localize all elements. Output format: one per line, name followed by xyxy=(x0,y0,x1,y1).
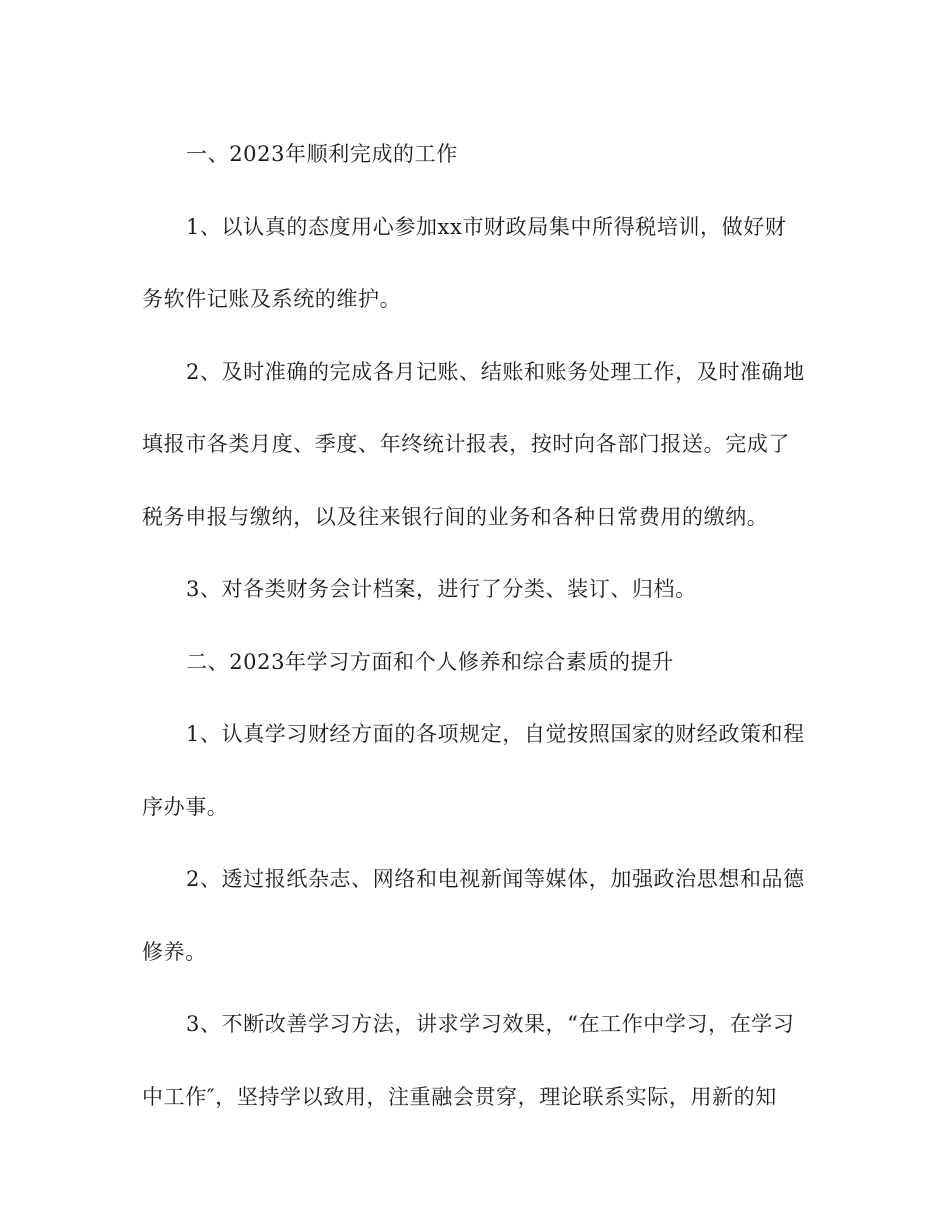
text-line: 中工作″，坚持学以致用，注重融会贯穿，理论联系实际，用新的知 xyxy=(142,1084,777,1109)
text-line: 修养。 xyxy=(142,939,207,964)
paragraph-1-2 xyxy=(142,336,810,554)
text-line: 1、以认真的态度用心参加xx市财政局集中所得税培训，做好财 xyxy=(186,214,787,239)
document-body xyxy=(142,118,810,1133)
text-line: 务软件记账及系统的维护。 xyxy=(142,287,402,311)
text-line: 一、2023年顺利完成的工作 xyxy=(186,142,458,166)
section-heading-2 xyxy=(142,626,810,699)
paragraph-2-3 xyxy=(142,988,810,1133)
paragraph-1-3 xyxy=(142,553,810,626)
text-line: 3、对各类财务会计档案，进行了分类、装订、归档。 xyxy=(186,577,697,601)
text-line: 3、不断改善学习方法，讲求学习效果，“在工作中学习，在学习 xyxy=(186,1012,795,1036)
text-line: 2、及时准确的完成各月记账、结账和账务处理工作，及时准确地 xyxy=(186,359,805,384)
text-line: 填报市各类月度、季度、年终统计报表，按时向各部门报送。完成了 xyxy=(142,432,790,456)
section-heading-1 xyxy=(142,118,810,191)
paragraph-2-1 xyxy=(142,698,810,843)
paragraph-1-1 xyxy=(142,191,810,336)
text-line: 序办事。 xyxy=(142,794,229,819)
text-line: 二、2023年学习方面和个人修养和综合素质的提升 xyxy=(186,649,674,674)
text-line: 1、认真学习财经方面的各项规定，自觉按照国家的财经政策和程 xyxy=(186,722,805,746)
text-line: 税务申报与缴纳，以及往来银行间的业务和各种日常费用的缴纳。 xyxy=(142,504,769,529)
paragraph-2-2 xyxy=(142,843,810,988)
text-line: 2、透过报纸杂志、网络和电视新闻等媒体，加强政治思想和品德 xyxy=(186,867,805,891)
